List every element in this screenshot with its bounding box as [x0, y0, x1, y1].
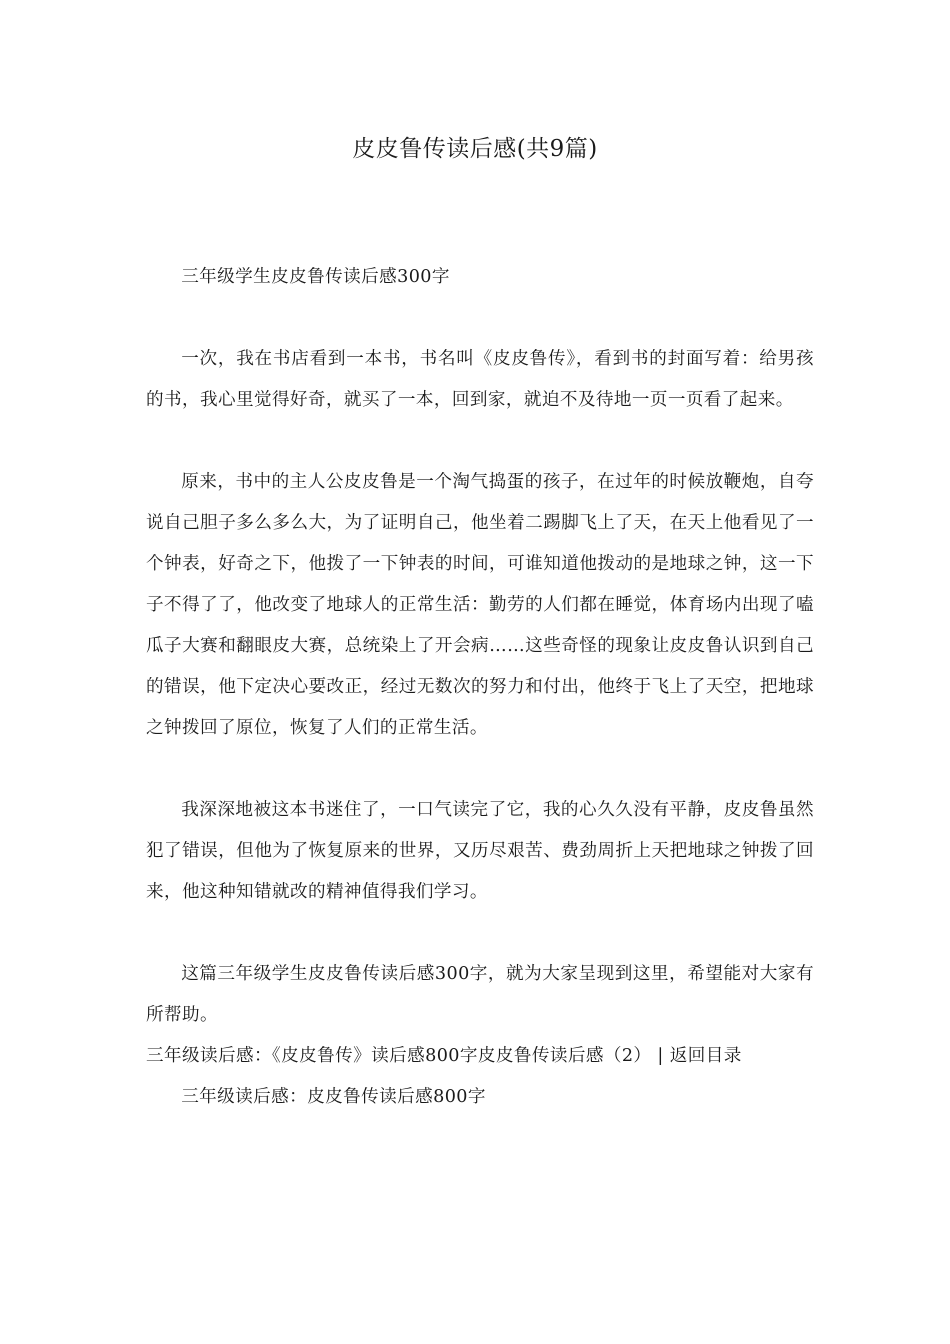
section-heading: 三年级学生皮皮鲁传读后感300字 — [181, 267, 450, 287]
nav-link-line[interactable]: 三年级读后感：《皮皮鲁传》读后感800字皮皮鲁传读后感（2） | 返回目录 — [146, 1046, 742, 1066]
paragraph-gap — [146, 421, 814, 462]
paragraph-2: 原来，书中的主人公皮皮鲁是一个淘气捣蛋的孩子，在过年的时候放鞭炮，自夸说自己胆子多么多么大，为了证明自己，他坐着二踢脚飞上了天，在天上他看见了一个钟表，好奇之下，他拨了一下钟表的时间，可谁知道他拨动的是地球之钟，这一下子不得了了，他改变了地球人的正常生活：勤劳的人们都在睡觉，体育场内出现了嗑瓜子大赛和翻眼皮大赛，总统染上了开会病……这些奇怪的现象让皮皮鲁认识到自己的错误，他下定决心要改正，经过无数次的努力和付出，他终于飞上了天空，把地球之钟拨回了原位，恢复了人们的正常生活。 — [146, 472, 814, 738]
document-title: 皮皮鲁传读后感(共9篇) — [352, 136, 598, 162]
document-body — [146, 257, 814, 1118]
paragraph-gap — [146, 913, 814, 954]
paragraph-3: 我深深地被这本书迷住了，一口气读完了它，我的心久久没有平静，皮皮鲁虽然犯了错误，但他为了恢复原来的世界，又历尽艰苦、费劲周折上天把地球之钟拨了回来，他这种知错就改的精神值得我们学习。 — [146, 800, 814, 902]
section-heading-2: 三年级读后感：皮皮鲁传读后感800字 — [181, 1087, 486, 1107]
paragraph-gap — [146, 298, 814, 339]
paragraph-gap — [146, 749, 814, 790]
paragraph-4: 这篇三年级学生皮皮鲁传读后感300字，就为大家呈现到这里，希望能对大家有所帮助。 — [146, 964, 814, 1025]
paragraph-1: 一次，我在书店看到一本书，书名叫《皮皮鲁传》，看到书的封面写着：给男孩的书，我心里觉得好奇，就买了一本，回到家，就迫不及待地一页一页看了起来。 — [146, 349, 814, 410]
